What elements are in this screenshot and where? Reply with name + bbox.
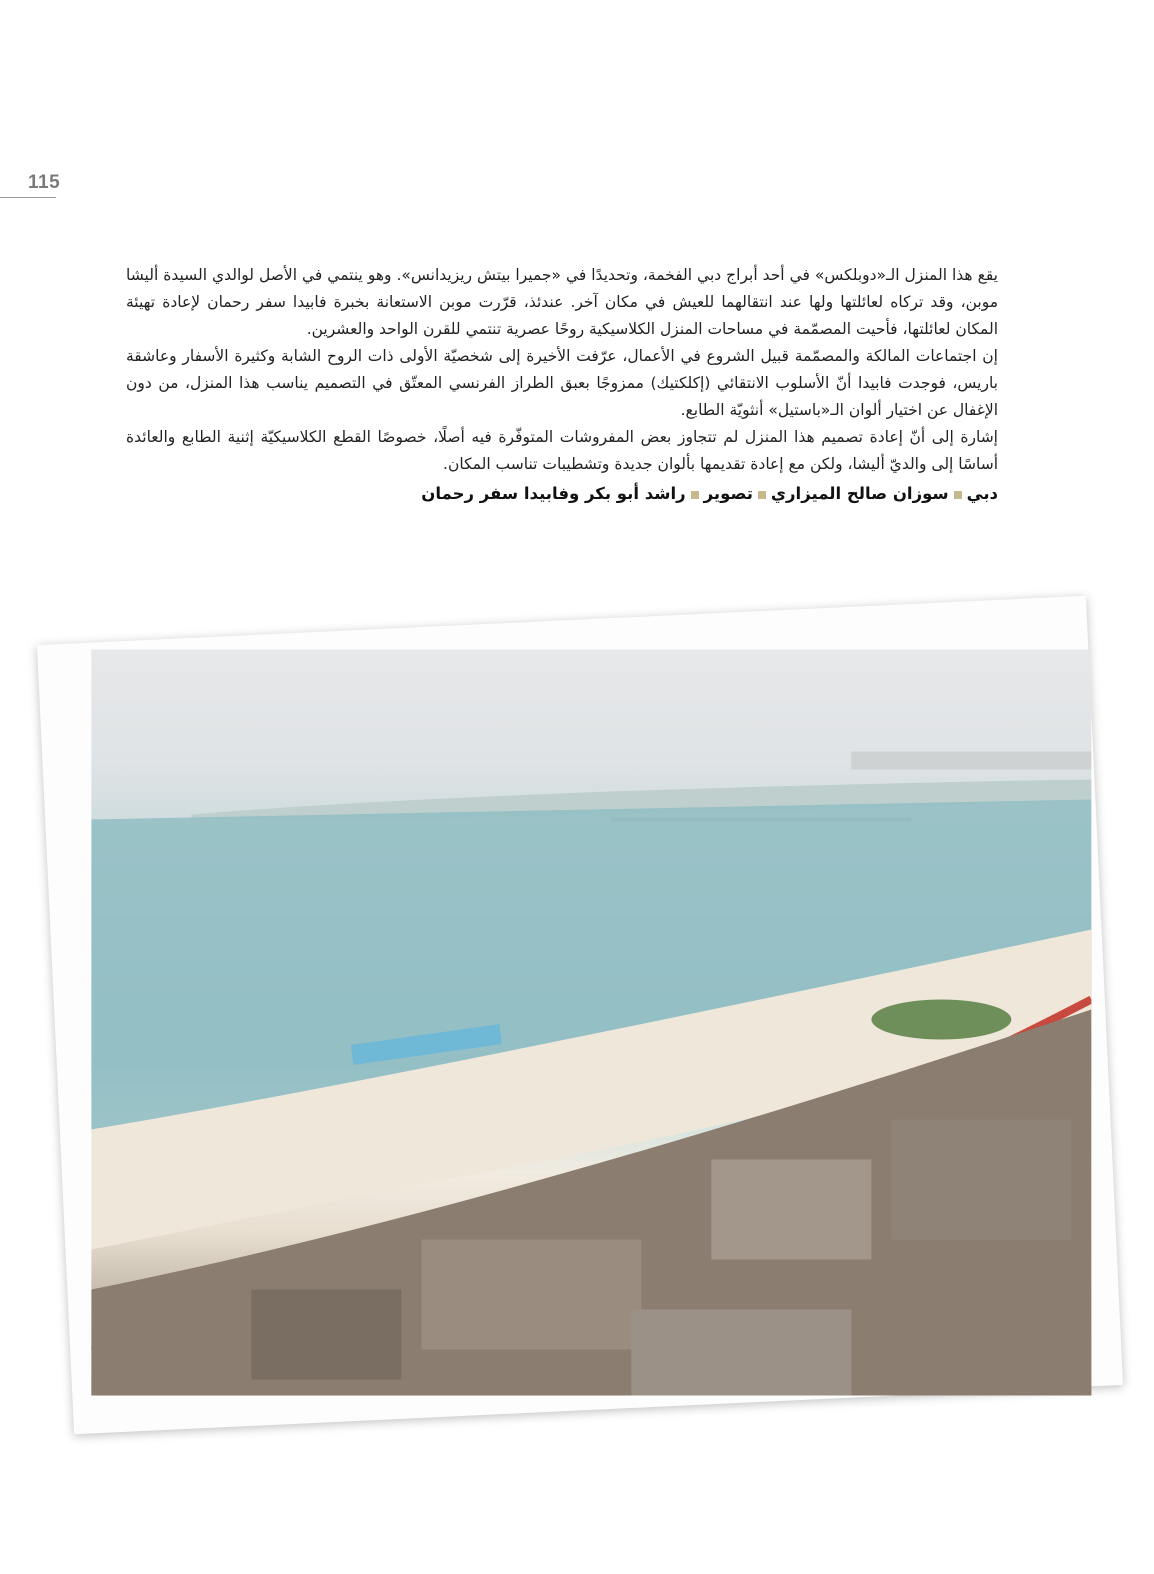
building-roof [711,1159,871,1259]
building-roof [421,1239,641,1349]
page-number-rule [0,197,56,198]
green-park [871,999,1011,1039]
photo-frame [37,596,1123,1435]
separator-square-icon [758,491,766,499]
aerial-beach-photo [91,649,1091,1395]
article-paragraph-1: يقع هذا المنزل الـ«دوبلكس» في أحد أبراج دبي الفخمة، وتحديدًا في «جميرا بيتش ريزيدانس». وهو ينتمي في الأصل لوالدي السيدة أليشا موبن، وقد تركاه لعائلتها ولها عند انتقالهما للعيش في مكان آخر. عندئذ، قرّرت موبن الاستعانة بخبرة فابيدا سفر رحمان لإعادة تهيئة المكان لعائلتها، فأحيت المصمّمة في مساحات المنزل الكلاسيكية روحًا عصرية تنتمي للقرن الواحد والعشرين. [126,266,998,338]
building-roof [631,1309,851,1395]
credit-photo-label: تصوير [703,484,753,503]
building-roof [251,1289,401,1379]
article-paragraph-3: إشارة إلى أنّ إعادة تصميم هذا المنزل لم تتجاوز بعض المفروشات المتوفّرة فيه أصلًا، خصوصًا القطع الكلاسيكيّة إثنية الطابع والعائدة أساسًا إلى والديّ أليشا، ولكن مع إعادة تقديمها بألوان جديدة وتشطيبات تناسب المكان. [126,428,998,473]
credit-location: دبي [966,484,998,503]
building-roof [891,1119,1071,1239]
separator-square-icon [954,491,962,499]
credit-photographers: راشد أبو بكر وفابيدا سفر رحمان [421,484,686,503]
article-body [126,262,998,507]
aerial-beach-illustration [91,649,1091,1395]
distant-skyline [851,751,1091,769]
separator-square-icon [691,491,699,499]
article-paragraph-2: إن اجتماعات المالكة والمصمّمة قبيل الشروع في الأعمال، عرّفت الأخيرة إلى شخصيّة الأولى ذات الروح الشابة وكثيرة الأسفار وعاشقة باريس، فوجدت فابيدا أنّ الأسلوب الانتقائي (إكلكتيك) ممزوجًا بعبق الطراز الفرنسي المعتّق في التصميم يناسب هذا المنزل، من دون الإغفال عن اختيار ألوان الـ«باستيل» أنثويّة الطابع. [126,347,998,419]
credit-author: سوزان صالح الميزاري [770,484,949,503]
article-credits [126,480,998,507]
page-number: 115 [28,172,61,193]
